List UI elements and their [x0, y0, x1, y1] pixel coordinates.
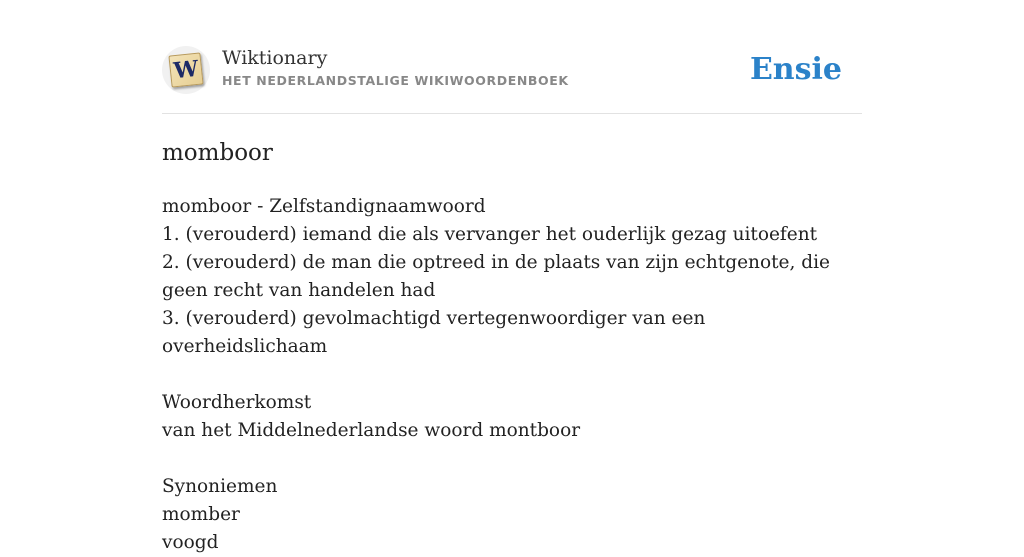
- site-name[interactable]: Wiktionary: [222, 47, 328, 69]
- definition-item: 1. (verouderd) iemand die als vervanger het ouderlijk gezag uitoefent: [162, 224, 818, 245]
- wiktionary-logo-icon: W: [168, 52, 203, 87]
- definition-item: 2. (verouderd) de man die optreed in de plaats van zijn echtgenote, die geen recht van handelen had: [162, 252, 830, 301]
- entry-content: [162, 193, 862, 557]
- wiktionary-logo[interactable]: [162, 46, 210, 94]
- brand: [222, 46, 569, 88]
- page-title: momboor: [162, 140, 273, 166]
- ensie-logo[interactable]: Ensie: [749, 52, 842, 87]
- synonym-item: voogd: [162, 532, 219, 553]
- spacer: [162, 361, 862, 389]
- definition-item: 3. (verouderd) gevolmachtigd vertegenwoordiger van een overheidslichaam: [162, 308, 706, 357]
- spacer: [162, 445, 862, 473]
- etymology-heading: Woordherkomst: [162, 392, 312, 413]
- synonym-item: momber: [162, 504, 240, 525]
- entry-heading-line: momboor - Zelfstandignaamwoord: [162, 196, 486, 217]
- site-header: [162, 0, 862, 114]
- site-tagline: HET NEDERLANDSTALIGE WIKIWOORDENBOEK: [222, 73, 569, 88]
- synonyms-heading: Synoniemen: [162, 476, 278, 497]
- page: [162, 0, 862, 557]
- etymology-text: van het Middelnederlandse woord montboor: [162, 420, 581, 441]
